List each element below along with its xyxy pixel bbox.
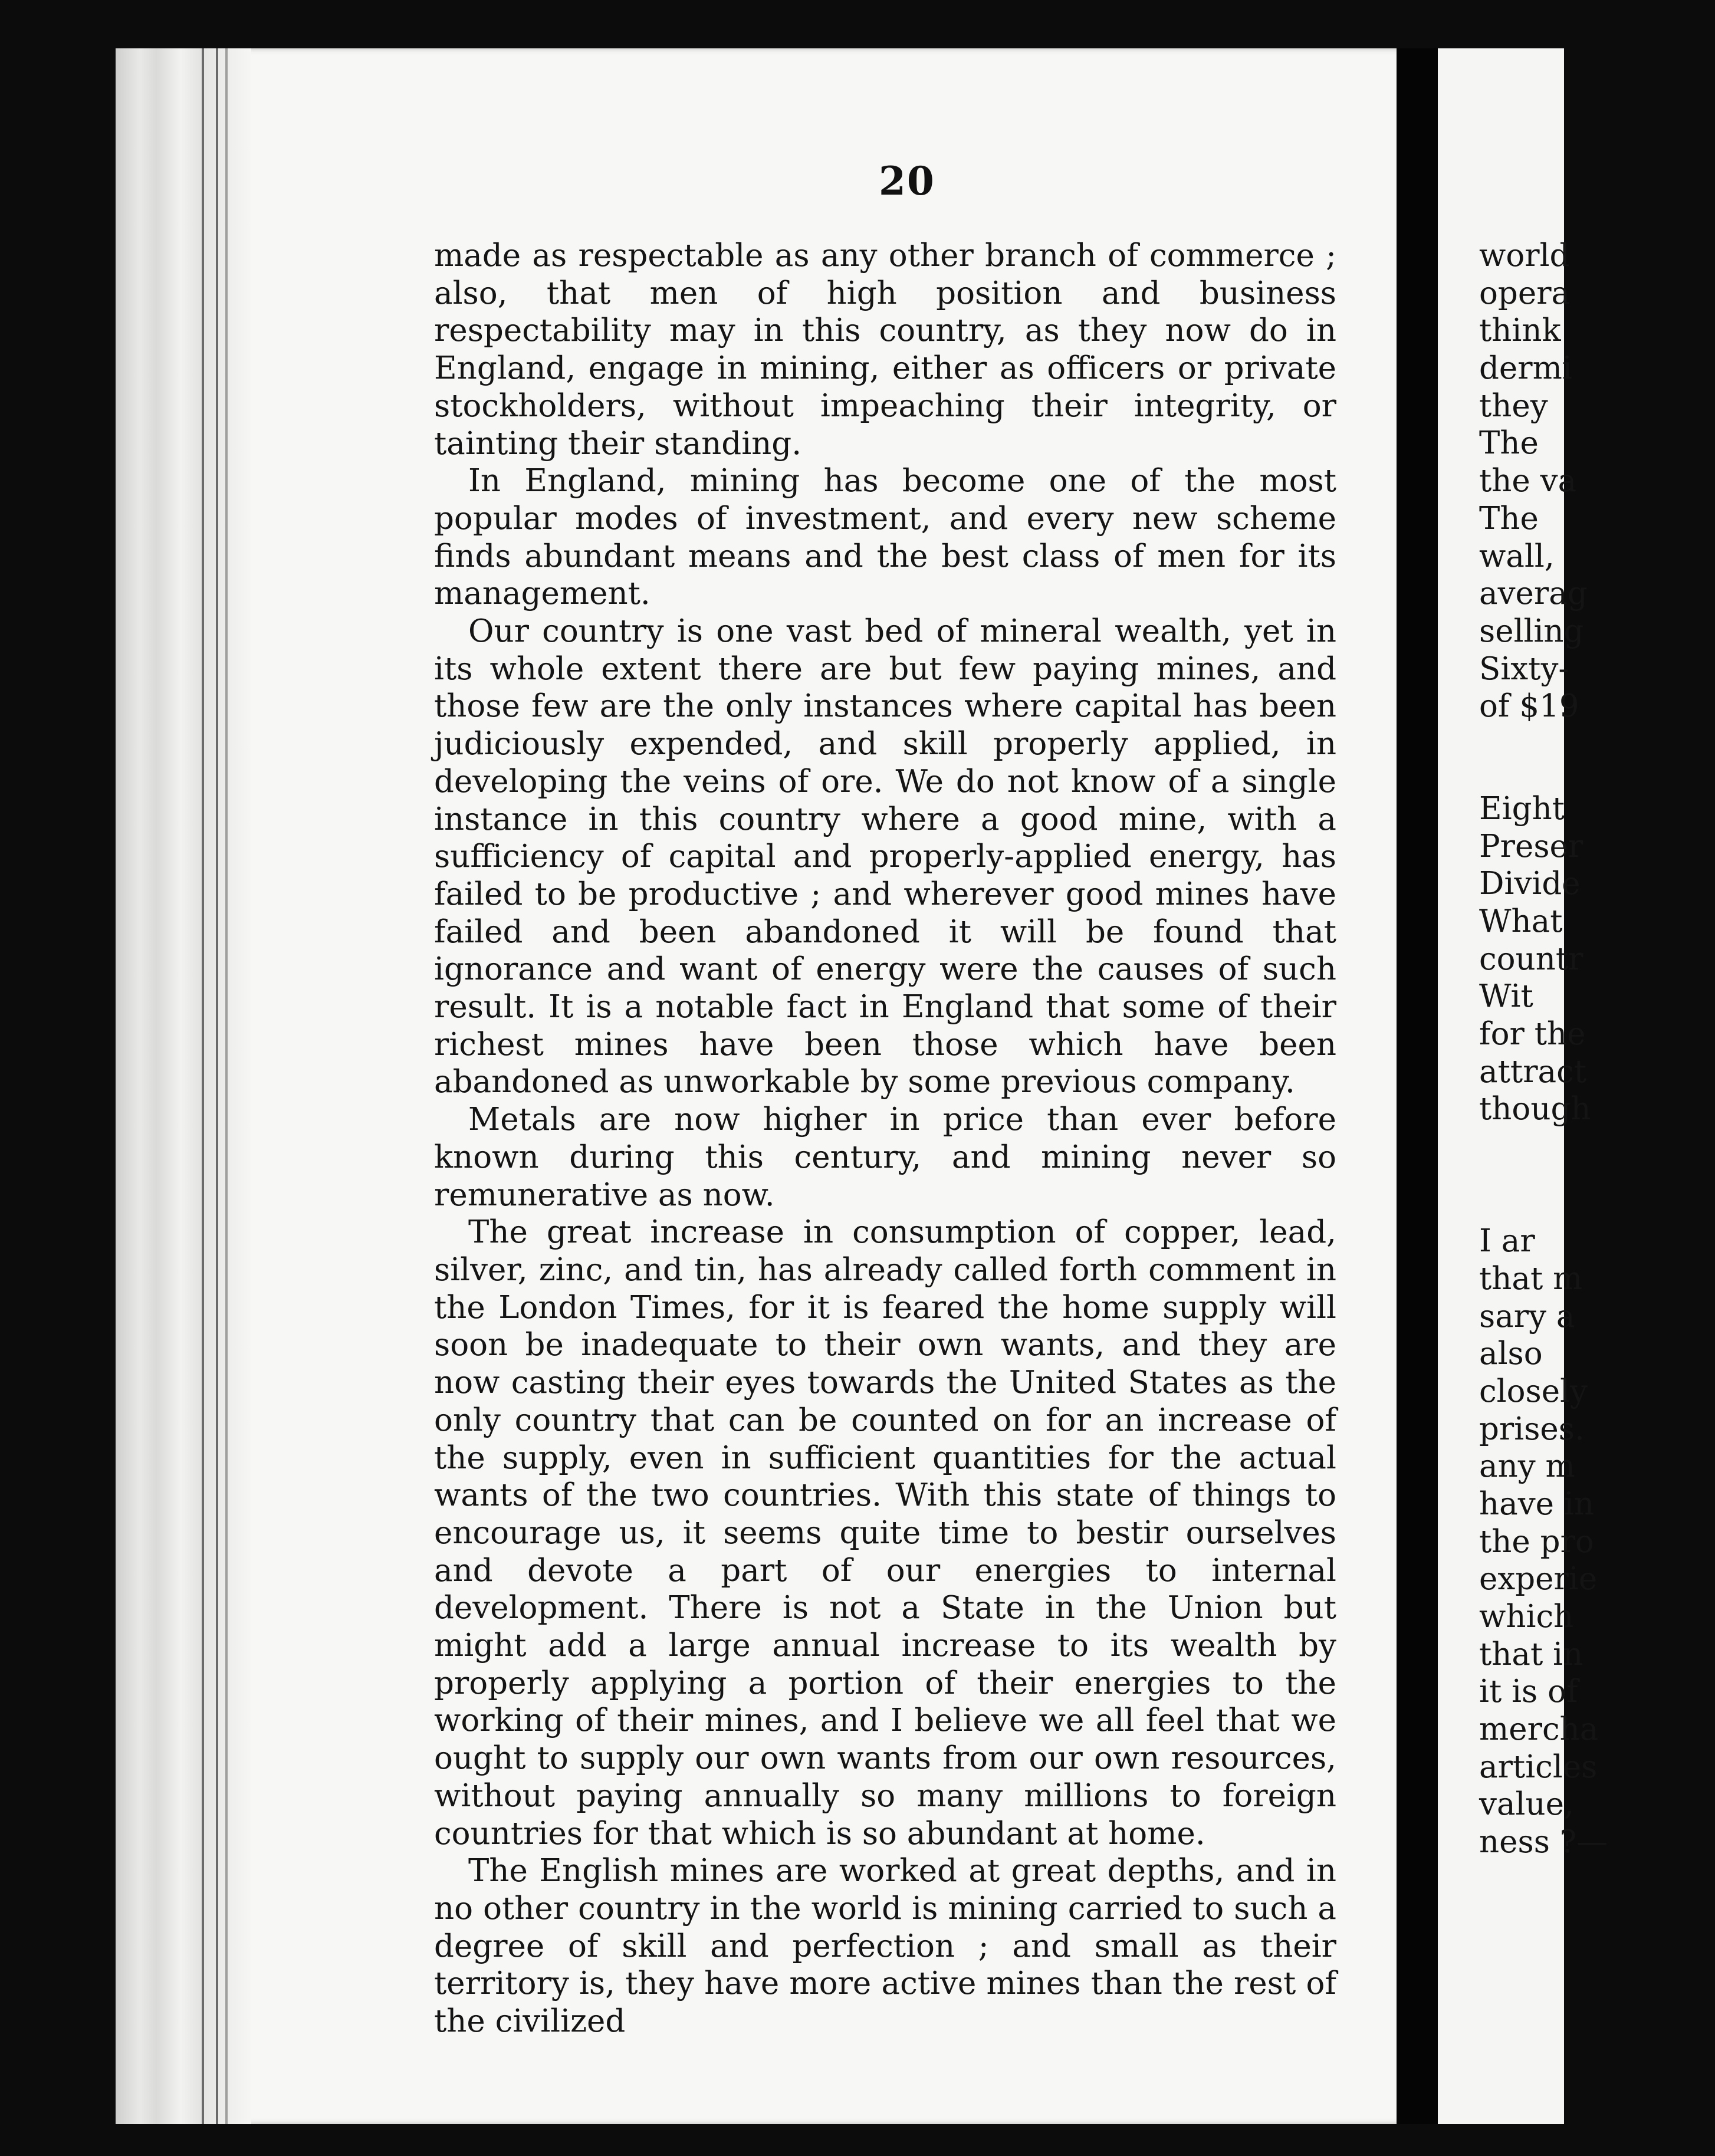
- facing-line: any m: [1479, 1448, 1575, 1485]
- paragraph: The great increase in consumption of copper, lead, silver, zinc, and tin, has already called forth comment in the London Times, for it is feared the home supply will soon be inadequate to their own wants, and they are now casting their eyes towards the United States as the only country that can be counted on for an increase of the supply, even in sufficient quantities for the actual wants of the two countries. With this state of things to encourage us, it seems quite time to bestir ourselves and devote a part of our energies to internal development. There is not a State in the Union but might add a large annual increase to its wealth by properly applying a portion of their energies to the working of their mines, and I believe we all feel that we ought to supply our own wants from our own resources, without paying annually so many millions to foreign countries for that which is so abundant at home.: [434, 1214, 1336, 1852]
- facing-line: wall,: [1479, 538, 1555, 574]
- page-binding: [116, 48, 251, 2124]
- facing-text-group-2: [1479, 790, 1715, 1128]
- facing-line: world: [1479, 238, 1570, 274]
- facing-line: Wit: [1479, 978, 1533, 1015]
- facing-line: averag: [1479, 576, 1588, 612]
- facing-line: Preser: [1479, 828, 1583, 865]
- facing-line: experie: [1479, 1561, 1598, 1598]
- facing-line: prises.: [1479, 1411, 1585, 1447]
- facing-line: for the: [1479, 1016, 1586, 1053]
- facing-text-group-1: [1479, 237, 1715, 725]
- facing-line: they: [1479, 387, 1548, 424]
- facing-line: it is of: [1479, 1674, 1578, 1710]
- paragraph: Metals are now higher in price than ever before known during this century, and mining never so remunerative as now.: [434, 1102, 1336, 1213]
- facing-line: also: [1479, 1336, 1543, 1372]
- main-text-column: [434, 237, 1336, 2040]
- paragraph: made as respectable as any other branch of commerce ; also, that men of high position and business respectability may in this country, as they now do in England, engage in mining, either as officers or private stockholders, without impeaching their integrity, or tainting their standing.: [434, 238, 1336, 462]
- facing-line: Sixty-: [1479, 650, 1569, 687]
- facing-line: that m: [1479, 1260, 1583, 1297]
- facing-line: countr: [1479, 941, 1583, 977]
- facing-line: of $19: [1479, 688, 1579, 725]
- facing-line: though: [1479, 1091, 1591, 1128]
- facing-line: opera: [1479, 275, 1571, 311]
- facing-text-group-3: [1479, 1222, 1715, 1861]
- facing-line: closely: [1479, 1373, 1588, 1409]
- facing-line: have in: [1479, 1485, 1594, 1522]
- facing-line: I ar: [1479, 1223, 1535, 1260]
- facing-line: articles: [1479, 1749, 1598, 1785]
- facing-line: The: [1479, 425, 1539, 462]
- facing-line: that in: [1479, 1636, 1583, 1672]
- paragraph: The English mines are worked at great depths, and in no other country in the world is mining carried to such a degree of skill and perfection ; and small as their territory is, they have more active mines than the rest of the civilized: [434, 1853, 1336, 2040]
- facing-line: the va: [1479, 463, 1577, 499]
- paragraph: Our country is one vast bed of mineral wealth, yet in its whole extent there are but few paying mines, and those few are the only instances where capital has been judiciously expended, and skill properly applied, in developing the veins of ore. We do not know of a single instance in this country where a good mine, with a sufficiency of capital and properly-applied energy, has failed to be productive ; and wherever good mines have failed and been abandoned it will be found that ignorance and want of energy were the causes of such result. It is a notable fact in England that some of their richest mines have been those which have been abandoned as unworkable by some previous company.: [434, 613, 1336, 1100]
- facing-line: What: [1479, 903, 1563, 939]
- facing-line: mercha: [1479, 1711, 1599, 1748]
- facing-line: The: [1479, 500, 1539, 537]
- facing-line: think: [1479, 313, 1561, 349]
- facing-line: Divide: [1479, 866, 1581, 902]
- facing-line: value,: [1479, 1786, 1574, 1823]
- facing-page-text: [1479, 237, 1715, 1861]
- facing-line: selling: [1479, 613, 1584, 649]
- facing-line: attract: [1479, 1053, 1587, 1090]
- facing-line: the pro: [1479, 1523, 1594, 1560]
- page-number: 20: [879, 158, 935, 204]
- facing-line: ness ?—: [1479, 1824, 1608, 1861]
- paragraph: In England, mining has become one of the most popular modes of investment, and every new scheme finds abundant means and the best class of men for its management.: [434, 463, 1336, 612]
- facing-line: dermi: [1479, 350, 1572, 387]
- facing-line: which: [1479, 1599, 1574, 1635]
- facing-line: Eight: [1479, 790, 1565, 827]
- page-divider: [1397, 48, 1438, 2124]
- facing-line: sary a: [1479, 1298, 1575, 1335]
